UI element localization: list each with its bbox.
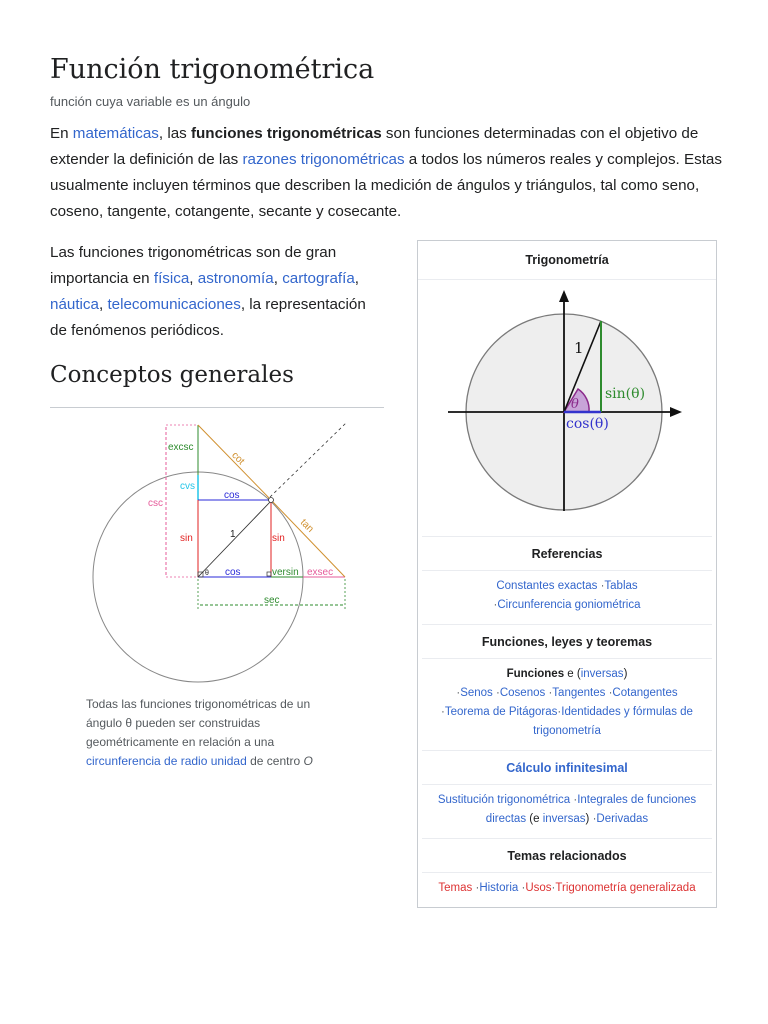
section-heading: Conceptos generales xyxy=(50,362,294,388)
separator: · xyxy=(493,599,498,611)
temas-heading: Temas relacionados xyxy=(422,838,712,873)
link-cosenos[interactable]: Cosenos xyxy=(499,687,546,699)
calculo-heading xyxy=(422,750,712,785)
link-derivadas[interactable]: Derivadas xyxy=(596,813,649,825)
referencias-content xyxy=(422,570,712,624)
label-theta: θ xyxy=(205,570,209,577)
link-cartografia[interactable]: cartografía xyxy=(282,270,355,287)
label-cot: cot xyxy=(229,449,247,468)
link-teorema-pitagoras[interactable]: Teorema de Pitágoras xyxy=(444,706,558,718)
funciones-text: e ( xyxy=(564,668,581,680)
link-tablas[interactable]: Tablas xyxy=(604,580,638,592)
label-sec: sec xyxy=(264,595,280,606)
diagram-label-cos: cos(θ) xyxy=(566,416,609,432)
link-identidades-formulas[interactable]: Identidades y fórmulas de trigonometría xyxy=(533,706,693,737)
intro-bold-term: funciones trigonométricas xyxy=(190,125,382,142)
right-angle-marker xyxy=(267,572,271,576)
link-inversas-calculo[interactable]: inversas xyxy=(542,813,586,825)
link-matematicas[interactable]: matemáticas xyxy=(72,125,159,142)
link-temas[interactable]: Temas xyxy=(438,882,473,894)
link-circunferencia-radio-unidad[interactable]: circunferencia de radio unidad xyxy=(86,754,247,768)
separator: · xyxy=(441,706,445,718)
intro-text: En xyxy=(50,125,73,142)
calculo-content xyxy=(422,784,712,838)
link-razones-trigonometricas[interactable]: razones trigonométricas xyxy=(242,151,405,168)
intro-paragraph xyxy=(50,121,730,225)
label-versin: versin xyxy=(272,567,299,578)
funciones-bold: Funciones xyxy=(506,668,565,680)
dashed-extension-line xyxy=(270,423,346,497)
intro-text: a todos los números reales y complejos. Estas usualmente incluyen términos que describen la medición de ángulos y triángulos, tal como seno, coseno, tangente, cotangente, secante y cosecante. xyxy=(50,151,722,220)
link-calculo-infinitesimal[interactable]: Cálculo infinitesimal xyxy=(506,761,628,775)
separator: · xyxy=(600,580,605,592)
caption-text: Todas las funciones trigonométricas de un ángulo θ pueden ser construidas geométricamente en relación a una xyxy=(86,697,311,749)
infobox-title: Trigonometría xyxy=(418,241,716,280)
link-telecomunicaciones[interactable]: telecomunicaciones xyxy=(107,296,241,313)
figure-caption xyxy=(86,695,336,771)
separator: , xyxy=(98,296,108,313)
temas-content xyxy=(422,872,712,906)
infobox xyxy=(417,240,717,908)
tangent-point xyxy=(269,498,274,503)
page-subtitle: función cuya variable es un ángulo xyxy=(50,94,251,109)
link-astronomia[interactable]: astronomía xyxy=(197,270,274,287)
section-divider xyxy=(50,407,384,408)
link-constantes-exactas[interactable]: Constantes exactas xyxy=(496,580,598,592)
separator: · xyxy=(475,882,480,894)
label-exsec: exsec xyxy=(307,567,334,578)
label-cvs: cvs xyxy=(180,481,195,492)
separator: · xyxy=(557,706,562,718)
diagram-label-sin: sin(θ) xyxy=(605,386,646,402)
label-sin-left: sin xyxy=(180,533,193,544)
separator: · xyxy=(573,794,578,806)
separator: , xyxy=(354,270,360,287)
importance-text: Las funciones trigonométricas son de gran importancia en xyxy=(50,244,337,287)
caption-text: de centro xyxy=(246,754,304,768)
unit-circle-figure xyxy=(80,415,370,685)
separator: · xyxy=(608,687,613,699)
funciones-text: ) xyxy=(623,668,628,680)
label-csc: csc xyxy=(148,498,163,509)
link-circunferencia-goniometrica[interactable]: Circunferencia goniométrica xyxy=(497,599,641,611)
separator: · xyxy=(496,687,500,699)
calculo-text: (e xyxy=(526,813,543,825)
label-excsc: excsc xyxy=(168,442,194,453)
caption-italic: O xyxy=(303,754,313,768)
link-inversas[interactable]: inversas xyxy=(580,668,624,680)
separator: · xyxy=(456,687,461,699)
x-axis-arrow xyxy=(670,407,682,417)
label-cos-bottom: cos xyxy=(225,567,241,578)
referencias-heading: Referencias xyxy=(422,536,712,571)
intro-text: son funciones determinadas con el objetivo de extender la definición de las xyxy=(50,125,699,168)
link-fisica[interactable]: física xyxy=(153,270,190,287)
intro-text: , las xyxy=(158,125,191,142)
label-one: 1 xyxy=(230,529,236,540)
link-historia[interactable]: Historia xyxy=(479,882,519,894)
separator: · xyxy=(548,687,553,699)
diagram-label-one: 1 xyxy=(574,339,584,357)
diagram-label-theta: θ xyxy=(571,397,579,412)
calculo-text: ) xyxy=(585,813,593,825)
link-usos[interactable]: Usos xyxy=(525,882,552,894)
label-sin-right: sin xyxy=(272,533,285,544)
link-tangentes[interactable]: Tangentes xyxy=(552,687,606,699)
importance-text: , la representación de fenómenos periódicos. xyxy=(50,296,366,339)
trig-diagram xyxy=(418,283,716,533)
y-axis-arrow xyxy=(559,290,569,302)
page-title: Función trigonométrica xyxy=(50,54,375,85)
separator: · xyxy=(592,813,597,825)
label-tan: tan xyxy=(297,517,316,535)
separator: , xyxy=(189,270,198,287)
link-trigonometria-generalizada[interactable]: Trigonometría generalizada xyxy=(555,882,696,894)
separator: , xyxy=(273,270,283,287)
link-cotangentes[interactable]: Cotangentes xyxy=(612,687,678,699)
label-cos-top: cos xyxy=(224,490,240,501)
link-senos[interactable]: Senos xyxy=(460,687,493,699)
separator: · xyxy=(551,882,556,894)
link-nautica[interactable]: náutica xyxy=(50,296,99,313)
separator: · xyxy=(521,882,526,894)
link-integrales-funciones-directas[interactable]: Integrales de funciones directas xyxy=(485,794,697,825)
link-sustitucion-trigonometrica[interactable]: Sustitución trigonométrica xyxy=(437,794,571,806)
funciones-heading: Funciones, leyes y teoremas xyxy=(422,624,712,659)
importance-paragraph xyxy=(50,240,380,344)
funciones-content xyxy=(422,658,712,750)
